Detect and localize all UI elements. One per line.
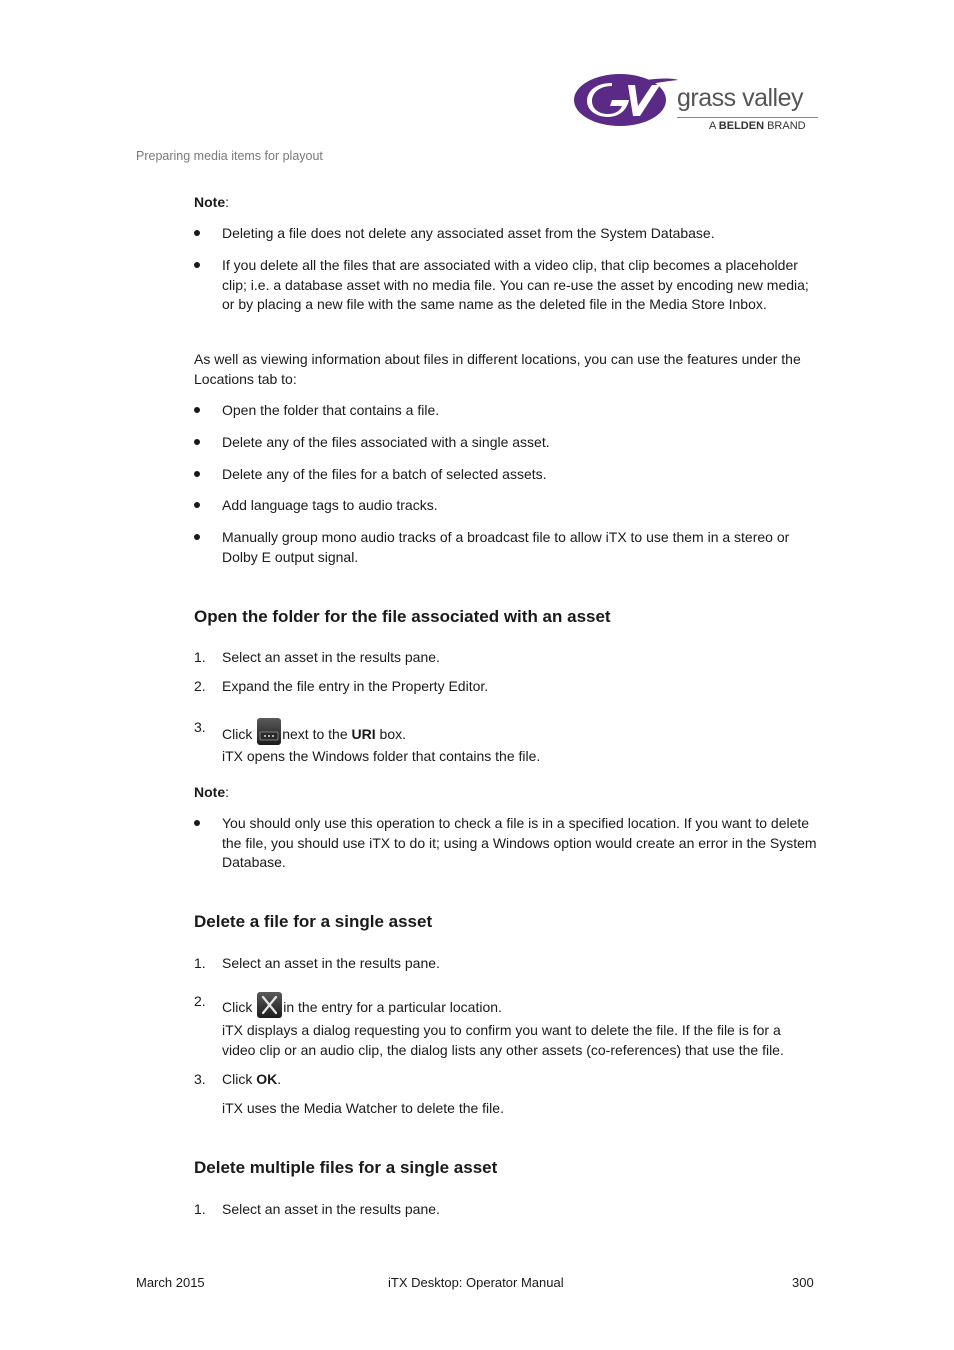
note-label: Note xyxy=(194,194,226,210)
note-heading: Note: xyxy=(194,194,230,210)
bullet-marker xyxy=(194,439,200,445)
step-text-pre: Click xyxy=(222,726,253,742)
browse-folder-icon xyxy=(257,718,281,745)
step-text: Click OK. xyxy=(222,1071,282,1087)
step-text: Expand the file entry in the Property Editor. xyxy=(222,678,489,694)
note-heading: Note: xyxy=(194,784,230,800)
step-text: Select an asset in the results pane. xyxy=(222,1201,440,1217)
feature-bullet: Delete any of the files associated with a single asset. xyxy=(222,434,550,450)
step-text: Select an asset in the results pane. xyxy=(222,649,440,665)
logo-rule xyxy=(677,117,818,118)
bullet-marker xyxy=(194,407,200,413)
note-label: Note xyxy=(194,784,226,800)
note-bullet: You should only use this operation to check a file is in a specified location. If you want to delete the file, you should use iTX to do it; using a Windows option would create an error in the System Database. xyxy=(222,815,817,871)
step-number: 3. xyxy=(194,1071,206,1087)
brand-prefix: A xyxy=(709,120,716,132)
ok-label: OK xyxy=(256,1071,278,1087)
step-text-post: box. xyxy=(379,726,406,742)
section-heading: Delete a file for a single asset xyxy=(194,912,433,931)
company-logo xyxy=(574,72,824,136)
step-text-pre: Click xyxy=(222,999,253,1015)
step-number: 3. xyxy=(194,719,206,735)
bullet-marker xyxy=(194,534,200,540)
footer-title: iTX Desktop: Operator Manual xyxy=(388,1275,564,1290)
feature-bullet: Manually group mono audio tracks of a broadcast file to allow iTX to use them in a stereo or Dolby E output signal. xyxy=(222,529,790,565)
brand-name: BELDEN xyxy=(718,120,765,132)
step-result: iTX opens the Windows folder that contains the file. xyxy=(222,748,541,764)
brand-suffix: BRAND xyxy=(767,120,806,132)
section-heading: Delete multiple files for a single asset xyxy=(194,1158,498,1177)
step-result: iTX uses the Media Watcher to delete the file. xyxy=(222,1100,504,1116)
feature-bullet: Open the folder that contains a file. xyxy=(222,402,440,418)
delete-icon xyxy=(257,992,282,1018)
logo-tagline xyxy=(709,120,806,132)
step-number: 1. xyxy=(194,1201,206,1217)
bullet-marker xyxy=(194,502,200,508)
note-bullet: If you delete all the files that are associated with a video clip, that clip becomes a placeholder clip; i.e. a database asset with no media file. You can re-use the asset by encoding new media; or by placing a new file with the same name as the deleted file in the Media Store Inbox. xyxy=(222,257,809,313)
step-number: 1. xyxy=(194,649,206,665)
logo-wordmark: grass valley xyxy=(677,84,803,112)
step-number: 1. xyxy=(194,955,206,971)
bullet-marker xyxy=(194,230,200,236)
intro-paragraph: As well as viewing information about files in different locations, you can use the features under the Locations tab to: xyxy=(194,351,801,387)
note-bullet: Deleting a file does not delete any associated asset from the System Database. xyxy=(222,225,715,241)
bullet-marker xyxy=(194,262,200,268)
feature-bullet: Add language tags to audio tracks. xyxy=(222,497,438,513)
step-text: Select an asset in the results pane. xyxy=(222,955,440,971)
step-text-pre: Click xyxy=(222,1071,253,1087)
step-text xyxy=(222,718,818,745)
bullet-marker xyxy=(194,471,200,477)
bullet-marker xyxy=(194,820,200,826)
step-result: iTX displays a dialog requesting you to confirm you want to delete the file. If the file is for a video clip or an audio clip, the dialog lists any other assets (co-references) that use the file. xyxy=(222,1022,784,1058)
gv-logo-mark-icon xyxy=(574,72,678,128)
step-number: 2. xyxy=(194,678,206,694)
step-number: 2. xyxy=(194,993,206,1009)
section-heading: Open the folder for the file associated with an asset xyxy=(194,607,611,626)
running-head: Preparing media items for playout xyxy=(136,149,323,163)
step-text xyxy=(222,992,818,1018)
step-text-mid: next to the xyxy=(282,726,348,742)
feature-bullet: Delete any of the files for a batch of selected assets. xyxy=(222,466,547,482)
footer-date: March 2015 xyxy=(136,1275,205,1290)
page-number: 300 xyxy=(792,1275,814,1290)
uri-label: URI xyxy=(351,726,376,742)
step-text-post: in the entry for a particular location. xyxy=(283,999,502,1015)
